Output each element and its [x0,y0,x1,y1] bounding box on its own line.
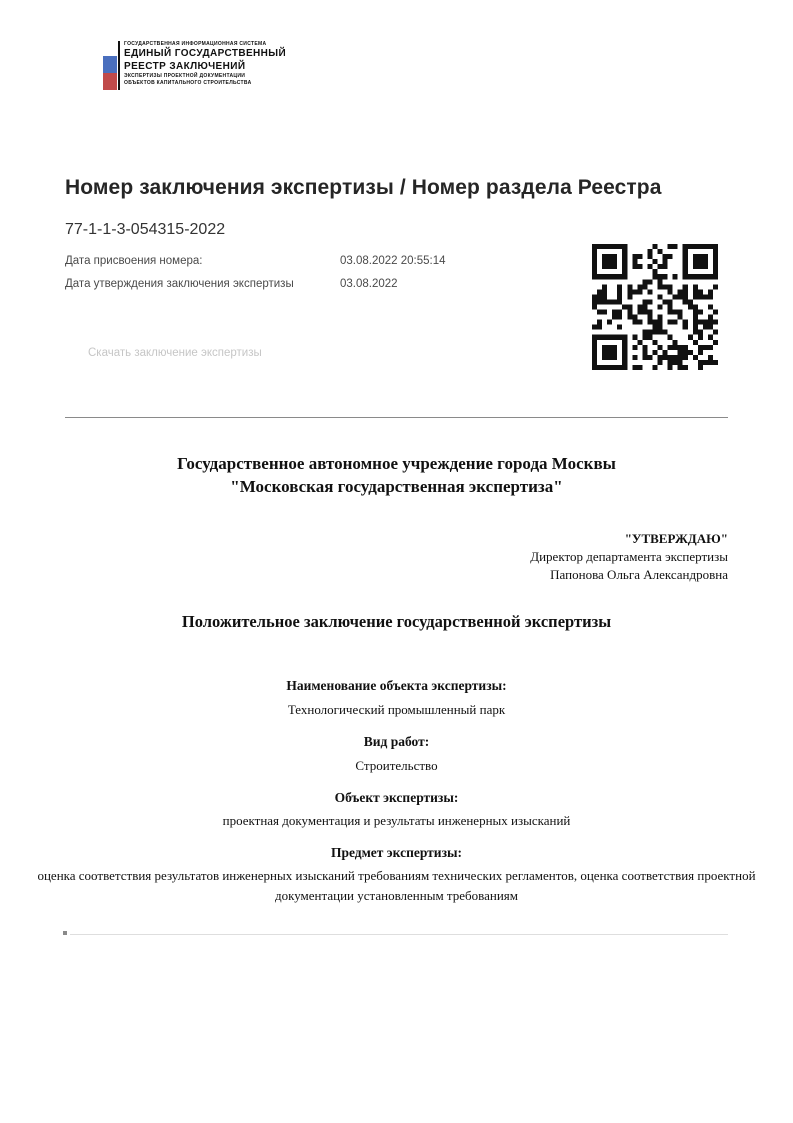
approver-name: Папонова Ольга Александровна [550,567,728,582]
assign-date-value: 03.08.2022 20:55:14 [340,255,446,267]
assign-date-label: Дата присвоения номера: [65,255,203,267]
section-object-name-heading: Наименование объекта экспертизы: [286,678,507,693]
flag-red-stripe [103,73,117,90]
logo-line-registry-1: ЕДИНЫЙ ГОСУДАРСТВЕННЫЙ [124,48,287,59]
meta-row-approve-date [65,278,585,290]
approval-word: "УТВЕРЖДАЮ" [624,531,728,546]
logo-line-registry-2: РЕЕСТР ЗАКЛЮЧЕНИЙ [124,60,246,72]
egrz-logo [103,41,286,90]
approve-date-value: 03.08.2022 [340,278,398,290]
section-work-type-heading: Вид работ: [363,734,430,749]
section-object-name-value: Технологический промышленный парк [287,702,506,717]
logo-line-objects: ОБЪЕКТОВ КАПИТАЛЬНОГО СТРОИТЕЛЬСТВА [124,80,252,86]
section-expertise-subject-heading: Предмет экспертизы: [330,845,463,860]
content-divider [65,417,728,418]
organization-name-line1: Государственное автономное учреждение города Москвы [177,454,616,473]
qr-code [592,244,718,370]
logo-line-system: ГОСУДАРСТВЕННАЯ ИНФОРМАЦИОННАЯ СИСТЕМА [124,41,267,47]
page-title: Номер заключения экспертизы / Номер раздела Реестра [65,176,662,199]
organization-name-line2: "Московская государственная экспертиза" [230,477,563,496]
approver-position: Директор департамента экспертизы [530,549,728,564]
conclusion-title: Положительное заключение государственной экспертизы [181,612,612,631]
section-expertise-object-value: проектная документация и результаты инженерных изысканий [222,813,571,828]
approve-date-label: Дата утверждения заключения экспертизы [65,278,294,290]
section-expertise-subject-value: оценка соответствия результатов инженерных изысканий требованиям технических регламентов, оценка соответствия проектной документации установленным требованиям [37,868,756,903]
logo-line-expertise: ЭКСПЕРТИЗЫ ПРОЕКТНОЙ ДОКУМЕНТАЦИИ [124,73,246,79]
conclusion-number: 77-1-1-3-054315-2022 [65,221,226,238]
bottom-divider [70,934,728,935]
section-expertise-object-heading: Объект экспертизы: [334,790,459,805]
section-work-type-value: Строительство [355,758,438,773]
bottom-marker-dot [63,931,67,935]
flag-blue-stripe [103,56,117,73]
logo-text [120,41,286,90]
download-conclusion-link[interactable]: Скачать заключение экспертизы [88,347,262,359]
meta-row-assign-date [65,255,585,267]
approval-block [65,530,728,584]
organization-title [65,452,728,498]
flag-icon [103,56,117,90]
